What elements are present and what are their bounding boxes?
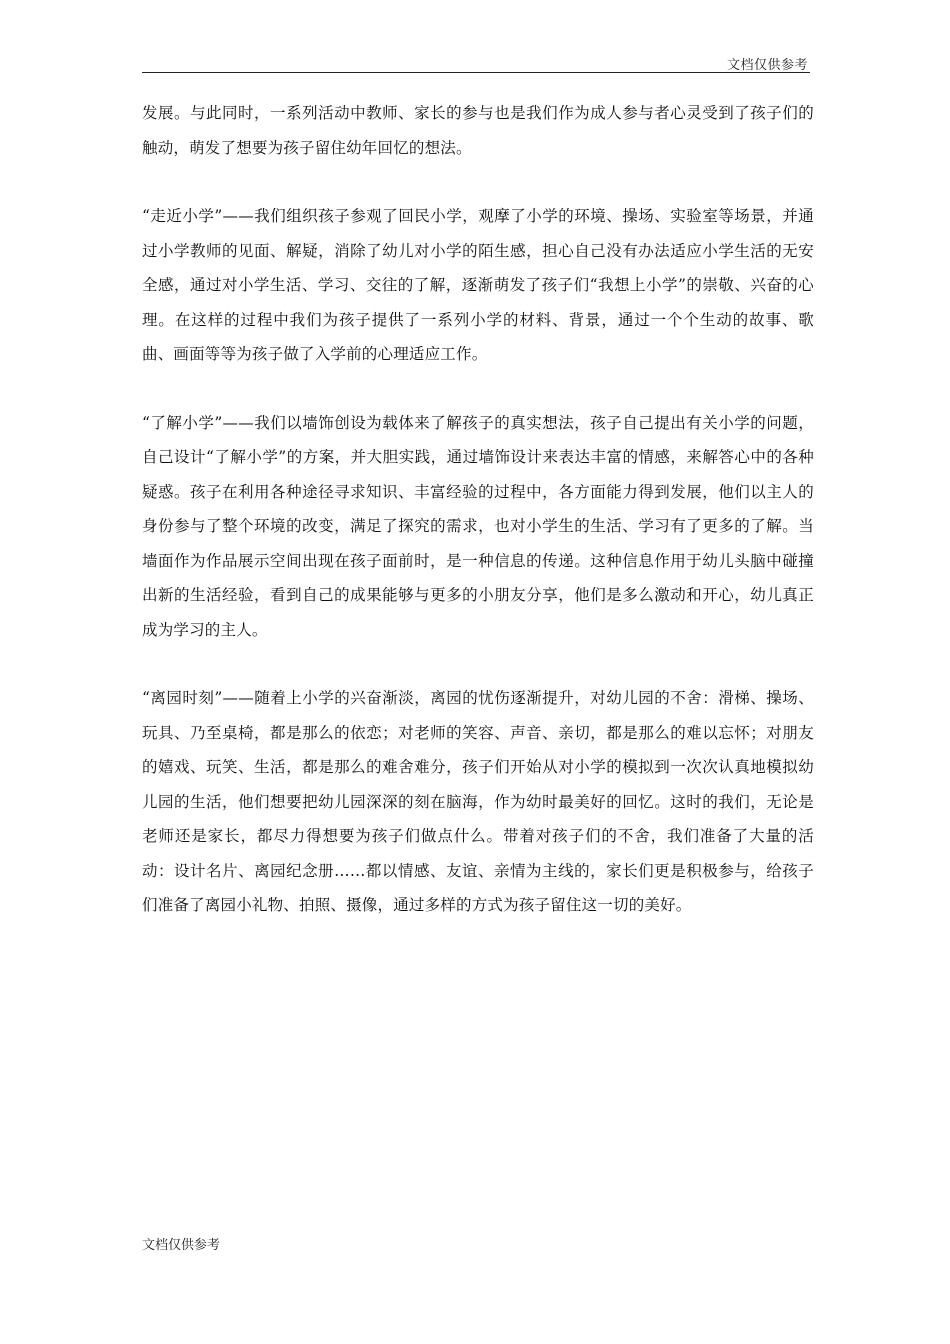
paragraph-intro-continuation: 发展。与此同时，一系列活动中教师、家长的参与也是我们作为成人参与者心灵受到了孩子们的触动，萌发了想要为孩子留住幼年回忆的想法。	[142, 104, 814, 157]
paragraph-understand-primary-school: “了解小学”——我们以墙饰创设为载体来了解孩子的真实想法，孩子自己提出有关小学的问题，自己设计“了解小学”的方案，并大胆实践，通过墙饰设计来表达丰富的情感，来解答心中的各种疑惑。孩子在利用各种途径寻求知识、丰富经验的过程中，各方面能力得到发展，他们以主人的身份参与了整个环境的改变，满足了探究的需求，也对小学生的生活、学习有了更多的了解。当墙面作为作品展示空间出现在孩子面前时，是一种信息的传递。这种信息作用于幼儿头脑中碰撞出新的生活经验，看到自己的成果能够与更多的小朋友分享，他们是多么激动和开心，幼儿真正成为学习的主人。	[142, 413, 814, 639]
page-footer-label: 文档仅供参考	[142, 1238, 221, 1253]
document-body	[142, 96, 814, 957]
paragraph-approach-primary-school: “走近小学”——我们组织孩子参观了回民小学，观摩了小学的环境、操场、实验室等场景，并通过小学教师的见面、解疑，消除了幼儿对小学的陌生感，担心自己没有办法适应小学生活的无安全感，通过对小学生活、学习、交往的了解，逐渐萌发了孩子们“我想上小学”的崇敬、兴奋的心理。在这样的过程中我们为孩子提供了一系列小学的材料、背景，通过一个个生动的故事、歌曲、画面等等为孩子做了入学前的心理适应工作。	[142, 207, 814, 363]
paragraph-leaving-kindergarten: “离园时刻”——随着上小学的兴奋渐淡，离园的忧伤逐渐提升，对幼儿园的不舍：滑梯、操场、玩具、乃至桌椅，都是那么的依恋；对老师的笑容、声音、亲切，都是那么的难以忘怀；对朋友的嬉戏、玩笑、生活，都是那么的难舍难分，孩子们开始从对小学的模拟到一次次认真地模拟幼儿园的生活，他们想要把幼儿园深深的刻在脑海，作为幼时最美好的回忆。这时的我们，无论是老师还是家长，都尽力得想要为孩子们做点什么。带着对孩子们的不舍，我们准备了大量的活动：设计名片、离园纪念册……都以情感、友谊、亲情为主线的，家长们更是积极参与，给孩子们准备了离园小礼物、拍照、摄像，通过多样的方式为孩子留住这一切的美好。	[142, 689, 814, 914]
header-divider	[142, 72, 810, 73]
page-header-label: 文档仅供参考	[726, 58, 808, 73]
